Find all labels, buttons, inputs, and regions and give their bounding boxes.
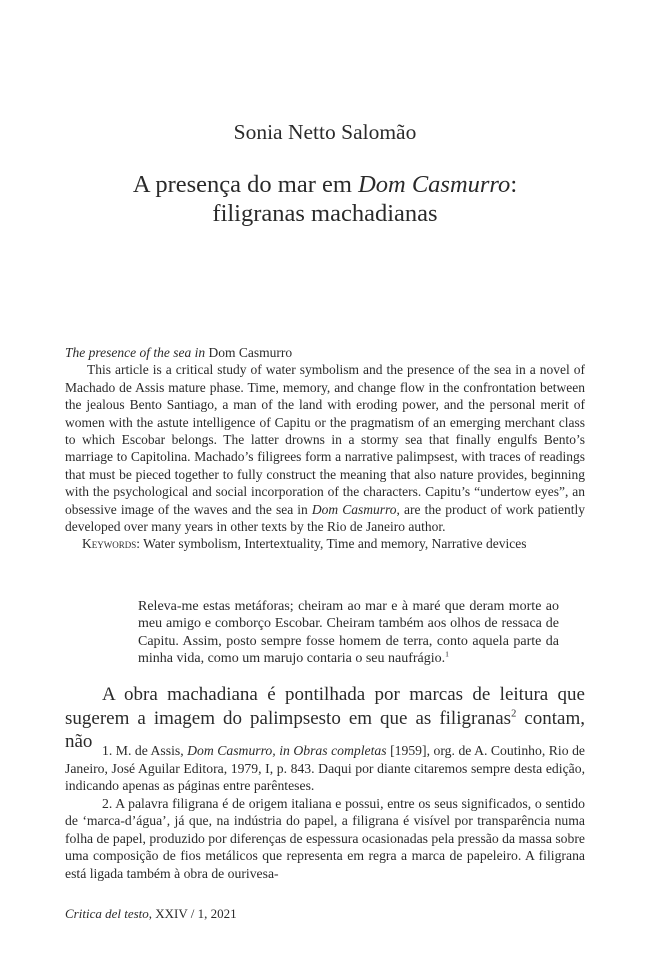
keywords [65,535,585,552]
abstract [65,344,585,553]
keywords-label: Keywords [82,536,137,552]
author-name: Sonia Netto Salomão [233,120,417,144]
title-line-2: filigranas machadianas [212,200,438,227]
body-text-end: contam, não [65,707,585,752]
footnote-ref-1[interactable]: 1 [445,649,449,659]
journal-name: Critica del testo [65,906,149,921]
body-text: A obra machadiana é pontilhada por marcas de leitura que sugerem a imagem do palimpsesto em que as filigranas [65,684,585,729]
footnote-ref-2[interactable]: 2 [511,708,517,720]
keywords-list: : Water symbolism, Intertextuality, Time and memory, Narrative devices [136,536,527,552]
epigraph-text: Releva-me estas metáforas; cheiram ao mar e à maré que deram morte ao meu amigo e comborço Escobar. Cheiram também aos olhos de ressaca de Capitu. Assim, posto sempre fosse homem de terra, conto aquela parte da minha vida, como um marujo contaria o seu naufrágio. [138,599,559,667]
abstract-body [65,361,585,535]
footnotes [65,742,585,882]
running-footer [65,906,237,922]
footnote-1 [65,742,585,795]
title-line-1 [0,170,650,199]
footnote-2-text: 2. A palavra filigrana é de origem italiana e possui, entre os seus significados, o sentido de ‘marca-d’água’, já que, na indústria do papel, a filigrana é visível por transparência numa folha de papel, produzido por diferenças de espessura ocasionadas pela pressão da massa sobre uma composição de fios metálicos que representa em regra a marca de papeleiro. A filigrana está ligada também à obra de ourivesa- [65,795,585,881]
footnote-1-end: [1959], org. de A. Coutinho, Rio de Janeiro, José Aguilar Editora, 1979, I, p. 843. Daqui por diante citaremos sempre desta edição, indicando apenas as páginas entre parênteses. [65,743,585,793]
footnote-2 [65,795,585,883]
abstract-body-italic: Dom Casmurro [311,501,397,517]
abstract-heading-italic: The presence of the sea in [65,345,206,360]
title-text: A presença do mar em [132,171,359,198]
title-colon: : [510,171,518,198]
journal-issue: , XXIV / 1, 2021 [148,906,237,921]
footnote-1-italic: Dom Casmurro, in Obras completas [187,743,387,758]
abstract-body-text: This article is a critical study of water symbolism and the presence of the sea in a novel of Machado de Assis mature phase. Time, memory, and change flow in the confrontation between the jealous Bento Santiago, a man of the land with eroding power, and the personal merit of women with the astute intelligence of Capitu or the pragmatism of an emerging merchant class to which Escobar belongs. The latter drowns in a stormy sea that finally engulfs Bento’s marriage to Capitolina. Machado’s filigrees form a narrative palimpsest, with traces of readings that must be pieced together to fully construct the meaning that also nature provides, beginning with the psychological and social incorporation of the characters. Capitu’s “undertow eyes”, an obsessive image of the waves and the sea in [65,362,585,517]
abstract-heading [65,344,585,361]
epigraph [138,598,559,668]
abstract-body-end: , are the product of work patiently developed over many years in other texts by the Rio de Janeiro author. [65,501,585,535]
title-italic: Dom Casmurro [358,171,511,198]
footnote-1-text: 1. M. de Assis, [102,743,188,758]
abstract-heading-roman: Dom Casmurro [205,345,293,360]
article-title [0,170,650,228]
